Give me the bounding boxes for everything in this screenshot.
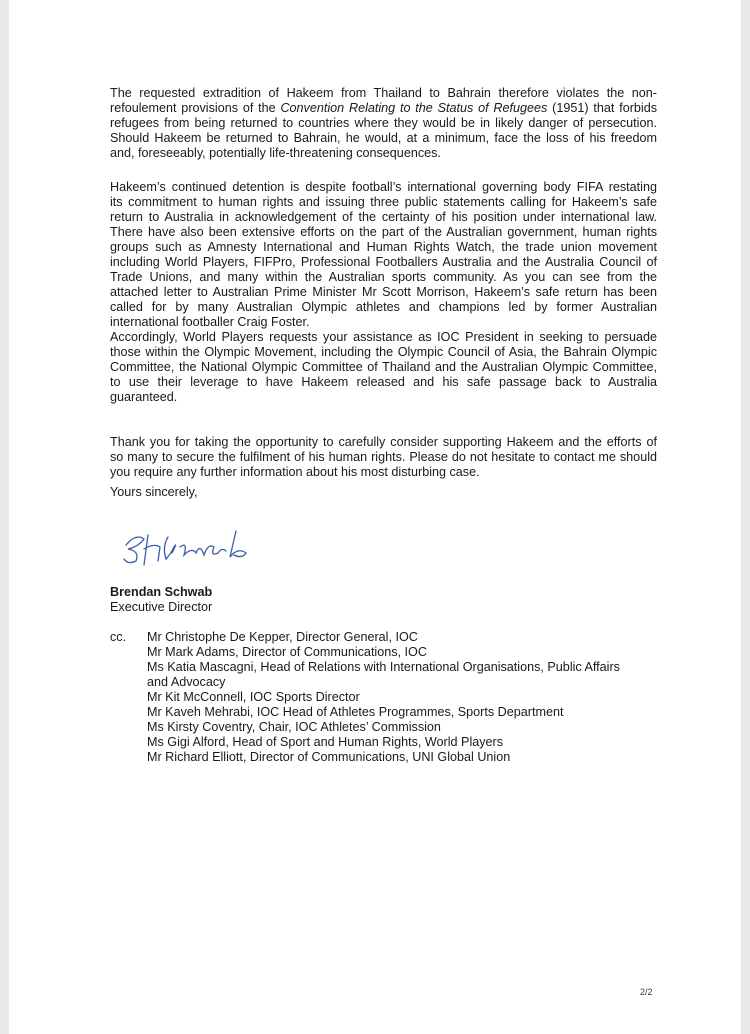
text-segment: (1951) that forbids (547, 101, 657, 115)
paragraph-line: called for by many Australian Olympic athletes and champions led by former Australian (110, 300, 657, 314)
paragraph-line: refugees from being returned to countries where they would be in likely danger of persecution. (110, 116, 657, 130)
cc-recipient: Mr Kit McConnell, IOC Sports Director (147, 690, 360, 704)
closing: Yours sincerely, (110, 485, 198, 499)
paragraph-line: Should Hakeem be returned to Bahrain, he would, at a minimum, face the loss of his freedom (110, 131, 657, 145)
paragraph-line: There have also been extensive efforts on the part of the Australian government, human rights (110, 225, 657, 239)
signature (118, 525, 298, 570)
paragraph-line: and, foreseeably, potentially life-threatening consequences. (110, 146, 441, 160)
paragraph-line: you require any further information about his most disturbing case. (110, 465, 480, 479)
cc-recipient: Mr Kaveh Mehrabi, IOC Head of Athletes Programmes, Sports Department (147, 705, 564, 719)
cc-recipient: and Advocacy (147, 675, 226, 689)
paragraph-line: Trade Unions, and many within the Australian sports community. As you can see from the (110, 270, 657, 284)
paragraph-line: to use their leverage to have Hakeem released and his safe passage back to Australia (110, 375, 657, 389)
paragraph-line: including World Players, FIFPro, Professional Footballers Australia and the Australia Council of (110, 255, 657, 269)
text-segment: refoulement provisions of the (110, 101, 281, 115)
paragraph-line: Hakeem’s continued detention is despite football’s international governing body FIFA restating (110, 180, 657, 194)
cc-recipient: Mr Christophe De Kepper, Director General, IOC (147, 630, 418, 644)
paragraph-line: Accordingly, World Players requests your assistance as IOC President in seeking to persuade (110, 330, 657, 344)
paragraph-line: Committee, the National Olympic Committee of Thailand and the Australian Olympic Committee, (110, 360, 657, 374)
cc-recipient: Ms Kirsty Coventry, Chair, IOC Athletes’ Commission (147, 720, 441, 734)
paragraph-line: attached letter to Australian Prime Minister Mr Scott Morrison, Hakeem’s safe return has been (110, 285, 657, 299)
paragraph-line: return to Australia in acknowledgement of the certainty of his position under international law. (110, 210, 657, 224)
paragraph-line: guaranteed. (110, 390, 178, 404)
cc-recipient: Ms Gigi Alford, Head of Sport and Human Rights, World Players (147, 735, 504, 749)
cc-label: cc. (110, 630, 127, 644)
paragraph-line: Thank you for taking the opportunity to carefully consider supporting Hakeem and the efforts of (110, 435, 657, 449)
paragraph-line: its commitment to human rights and issuing three public statements calling for Hakeem’s safe (110, 195, 657, 209)
paragraph-line: international footballer Craig Foster. (110, 315, 310, 329)
page-number: 2/2 (640, 987, 653, 997)
cc-recipient: Mr Mark Adams, Director of Communications, IOC (147, 645, 427, 659)
cc-recipient: Ms Katia Mascagni, Head of Relations with International Organisations, Public Affairs (147, 660, 620, 674)
paragraph-line (110, 101, 657, 116)
paragraph-line: those within the Olympic Movement, including the Olympic Council of Asia, the Bahrain Olympic (110, 345, 657, 359)
signer-name: Brendan Schwab (110, 585, 213, 599)
paragraph-line: so many to secure the fulfilment of his human rights. Please do not hesitate to contact me should (110, 450, 657, 464)
signer-title: Executive Director (110, 600, 213, 614)
cc-recipient: Mr Richard Elliott, Director of Communications, UNI Global Union (147, 750, 511, 764)
paragraph-line: groups such as Amnesty International and Human Rights Watch, the trade union movement (110, 240, 657, 254)
paragraph-line: The requested extradition of Hakeem from Thailand to Bahrain therefore violates the non- (110, 86, 657, 100)
convention-title: Convention Relating to the Status of Refugees (280, 101, 548, 115)
